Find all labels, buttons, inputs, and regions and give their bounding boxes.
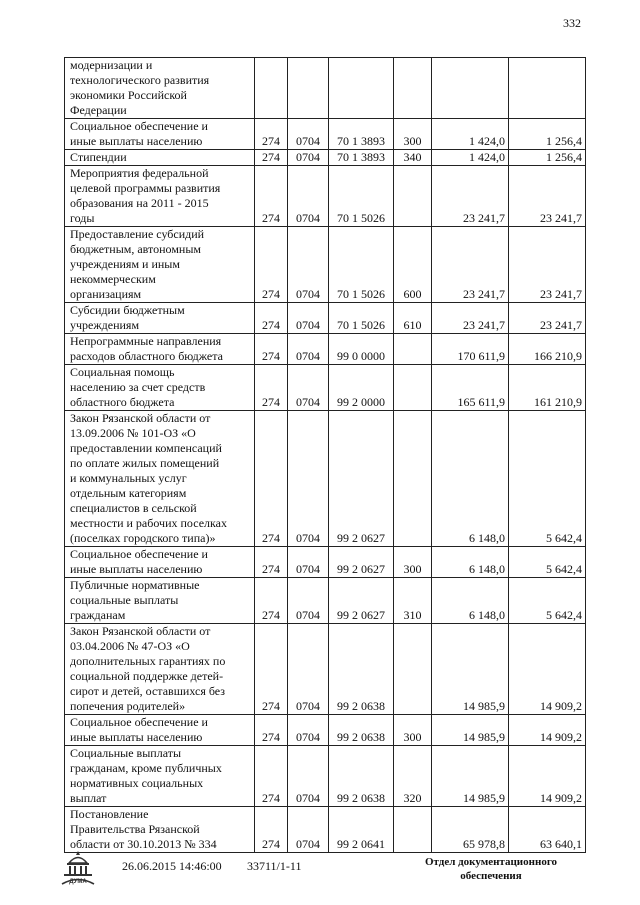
item-name-line: Социальное обеспечение и (70, 547, 208, 561)
cell-amount-planned: 1 424,0 (432, 119, 509, 150)
table-row (65, 227, 586, 303)
footer-datetime: 26.06.2015 14:46:00 (122, 859, 222, 873)
cell-target-article: 99 2 0638 (329, 746, 394, 807)
cell-gr: 274 (255, 150, 288, 166)
cell-amount-executed: 5 642,4 (509, 547, 586, 578)
cell-section: 0704 (288, 334, 329, 365)
table-row (65, 119, 586, 150)
cell-target-article: 99 2 0000 (329, 365, 394, 411)
item-name-line: Правительства Рязанской (70, 822, 200, 836)
cell-expense-type (394, 365, 432, 411)
item-name-line: попечения родителей» (70, 699, 186, 713)
table-row (65, 715, 586, 746)
cell-expense-type (394, 58, 432, 119)
cell-section: 0704 (288, 746, 329, 807)
cell-gr: 274 (255, 166, 288, 227)
cell-amount-planned: 23 241,7 (432, 227, 509, 303)
cell-expense-type: 600 (394, 227, 432, 303)
cell-section: 0704 (288, 119, 329, 150)
cell-expense-type (394, 411, 432, 547)
cell-section: 0704 (288, 150, 329, 166)
cell-gr: 274 (255, 411, 288, 547)
cell-amount-executed: 5 642,4 (509, 411, 586, 547)
cell-amount-planned: 6 148,0 (432, 578, 509, 624)
item-name-line: Постановление (70, 807, 149, 821)
cell-gr: 274 (255, 303, 288, 334)
footer-department-line2: обеспечения (460, 870, 522, 882)
table-row (65, 365, 586, 411)
duma-logo-icon (58, 848, 98, 888)
item-name-line: 03.04.2006 № 47-ОЗ «О (70, 639, 190, 653)
item-name-line: модернизации и (70, 58, 153, 72)
item-name-line: социальные выплаты (70, 593, 179, 607)
item-name-line: Предоставление субсидий (70, 227, 205, 241)
cell-gr: 274 (255, 119, 288, 150)
item-name-line: Социальное обеспечение и (70, 715, 208, 729)
cell-gr: 274 (255, 365, 288, 411)
table-row (65, 166, 586, 227)
item-name-line: Социальные выплаты (70, 746, 182, 760)
cell-expense-type: 320 (394, 746, 432, 807)
cell-item-name (65, 715, 255, 746)
item-name-line: предоставлении компенсаций (70, 441, 222, 455)
item-name-line: иные выплаты населению (70, 134, 203, 148)
item-name-line: Социальная помощь (70, 365, 175, 379)
cell-amount-planned: 14 985,9 (432, 715, 509, 746)
table-row (65, 411, 586, 547)
table-row (65, 746, 586, 807)
cell-gr: 274 (255, 547, 288, 578)
cell-expense-type: 610 (394, 303, 432, 334)
cell-amount-executed: 23 241,7 (509, 166, 586, 227)
item-name-line: и коммунальных услуг (70, 471, 187, 485)
cell-gr: 274 (255, 578, 288, 624)
cell-amount-executed: 161 210,9 (509, 365, 586, 411)
cell-target-article: 70 1 5026 (329, 227, 394, 303)
cell-target-article: 70 1 5026 (329, 166, 394, 227)
cell-expense-type: 340 (394, 150, 432, 166)
item-name-line: расходов областного бюджета (70, 349, 223, 363)
cell-amount-planned: 6 148,0 (432, 547, 509, 578)
item-name-line: образования на 2011 - 2015 (70, 196, 209, 210)
cell-expense-type (394, 624, 432, 715)
item-name-line: по оплате жилых помещений (70, 456, 220, 470)
cell-amount-executed (509, 58, 586, 119)
item-name-line: годы (70, 211, 95, 225)
item-name-line: учреждениям и иным (70, 257, 180, 271)
cell-target-article: 99 2 0638 (329, 624, 394, 715)
item-name-line: (поселках городского типа)» (70, 531, 216, 545)
item-name-line: выплат (70, 791, 107, 805)
item-name-line: местности и рабочих поселках (70, 516, 227, 530)
cell-target-article: 99 2 0641 (329, 807, 394, 853)
item-name-line: сирот и детей, оставшихся без (70, 684, 226, 698)
cell-gr: 274 (255, 227, 288, 303)
item-name-line: Закон Рязанской области от (70, 624, 211, 638)
cell-target-article (329, 58, 394, 119)
table-row (65, 58, 586, 119)
cell-expense-type: 300 (394, 715, 432, 746)
cell-amount-executed: 23 241,7 (509, 303, 586, 334)
cell-item-name (65, 365, 255, 411)
item-name-line: гражданам, кроме публичных (70, 761, 222, 775)
cell-item-name (65, 334, 255, 365)
cell-amount-planned: 23 241,7 (432, 303, 509, 334)
cell-amount-planned: 14 985,9 (432, 746, 509, 807)
cell-amount-executed: 14 909,2 (509, 715, 586, 746)
cell-gr: 274 (255, 334, 288, 365)
cell-item-name (65, 578, 255, 624)
item-name-line: учреждениям (70, 318, 140, 332)
cell-expense-type: 300 (394, 119, 432, 150)
item-name-line: технологического развития (70, 73, 210, 87)
page-number: 332 (563, 16, 581, 30)
cell-amount-executed: 63 640,1 (509, 807, 586, 853)
cell-target-article: 99 2 0627 (329, 547, 394, 578)
item-name-line: бюджетным, автономным (70, 242, 201, 256)
item-name-line: организациям (70, 287, 142, 301)
cell-amount-executed: 23 241,7 (509, 227, 586, 303)
cell-expense-type (394, 166, 432, 227)
budget-table (64, 57, 586, 853)
cell-item-name (65, 58, 255, 119)
item-name-line: иные выплаты населению (70, 730, 203, 744)
cell-gr: 274 (255, 807, 288, 853)
cell-amount-planned: 170 611,9 (432, 334, 509, 365)
cell-section: 0704 (288, 166, 329, 227)
cell-target-article: 99 2 0638 (329, 715, 394, 746)
cell-expense-type: 310 (394, 578, 432, 624)
cell-target-article: 70 1 5026 (329, 303, 394, 334)
table-row (65, 547, 586, 578)
table-row (65, 303, 586, 334)
cell-item-name (65, 624, 255, 715)
item-name-line: области от 30.10.2013 № 334 (70, 837, 217, 851)
cell-target-article: 70 1 3893 (329, 150, 394, 166)
cell-amount-planned: 65 978,8 (432, 807, 509, 853)
item-name-line: Стипендии (70, 150, 127, 164)
logo-text: ДУМА (69, 879, 87, 885)
cell-item-name (65, 303, 255, 334)
item-name-line: Субсидии бюджетным (70, 303, 185, 317)
cell-item-name (65, 411, 255, 547)
item-name-line: населению за счет средств (70, 380, 206, 394)
cell-section: 0704 (288, 227, 329, 303)
cell-target-article: 99 0 0000 (329, 334, 394, 365)
item-name-line: нормативных социальных (70, 776, 204, 790)
footer-department (416, 855, 566, 883)
cell-amount-planned: 165 611,9 (432, 365, 509, 411)
cell-target-article: 99 2 0627 (329, 411, 394, 547)
cell-section (288, 58, 329, 119)
cell-item-name (65, 166, 255, 227)
item-name-line: специалистов в сельской (70, 501, 197, 515)
cell-amount-executed: 14 909,2 (509, 624, 586, 715)
item-name-line: дополнительных гарантиях по (70, 654, 226, 668)
cell-section: 0704 (288, 807, 329, 853)
cell-expense-type (394, 807, 432, 853)
item-name-line: иные выплаты населению (70, 562, 203, 576)
table-row (65, 807, 586, 853)
item-name-line: социальной поддержке детей- (70, 669, 224, 683)
item-name-line: Непрограммные направления (70, 334, 222, 348)
item-name-line: некоммерческим (70, 272, 156, 286)
cell-amount-executed: 1 256,4 (509, 119, 586, 150)
cell-amount-planned: 14 985,9 (432, 624, 509, 715)
item-name-line: областного бюджета (70, 395, 175, 409)
cell-item-name (65, 547, 255, 578)
item-name-line: Мероприятия федеральной (70, 166, 209, 180)
cell-section: 0704 (288, 365, 329, 411)
cell-amount-executed: 1 256,4 (509, 150, 586, 166)
cell-item-name (65, 807, 255, 853)
item-name-line: Социальное обеспечение и (70, 119, 208, 133)
cell-amount-planned (432, 58, 509, 119)
item-name-line: Федерации (70, 103, 127, 117)
footer-department-line1: Отдел документационного (424, 856, 558, 868)
cell-section: 0704 (288, 547, 329, 578)
table-row (65, 150, 586, 166)
cell-amount-planned: 6 148,0 (432, 411, 509, 547)
cell-amount-planned: 1 424,0 (432, 150, 509, 166)
table-row (65, 624, 586, 715)
cell-expense-type (394, 334, 432, 365)
cell-target-article: 99 2 0627 (329, 578, 394, 624)
cell-section: 0704 (288, 303, 329, 334)
cell-section: 0704 (288, 411, 329, 547)
cell-item-name (65, 227, 255, 303)
cell-gr: 274 (255, 746, 288, 807)
cell-gr: 274 (255, 624, 288, 715)
cell-section: 0704 (288, 715, 329, 746)
cell-amount-executed: 14 909,2 (509, 746, 586, 807)
cell-item-name (65, 746, 255, 807)
item-name-line: целевой программы развития (70, 181, 221, 195)
footer-doc-number: 33711/1-11 (247, 859, 302, 873)
cell-target-article: 70 1 3893 (329, 119, 394, 150)
table-row (65, 578, 586, 624)
cell-item-name (65, 150, 255, 166)
item-name-line: Публичные нормативные (70, 578, 200, 592)
cell-section: 0704 (288, 578, 329, 624)
cell-gr: 274 (255, 715, 288, 746)
cell-item-name (65, 119, 255, 150)
cell-section: 0704 (288, 624, 329, 715)
cell-amount-executed: 166 210,9 (509, 334, 586, 365)
table-row (65, 334, 586, 365)
item-name-line: Закон Рязанской области от (70, 411, 211, 425)
cell-gr (255, 58, 288, 119)
item-name-line: отдельным категориям (70, 486, 187, 500)
cell-amount-executed: 5 642,4 (509, 578, 586, 624)
item-name-line: 13.09.2006 № 101-ОЗ «О (70, 426, 196, 440)
cell-expense-type: 300 (394, 547, 432, 578)
cell-amount-planned: 23 241,7 (432, 166, 509, 227)
item-name-line: гражданам (70, 608, 126, 622)
item-name-line: экономики Российской (70, 88, 187, 102)
